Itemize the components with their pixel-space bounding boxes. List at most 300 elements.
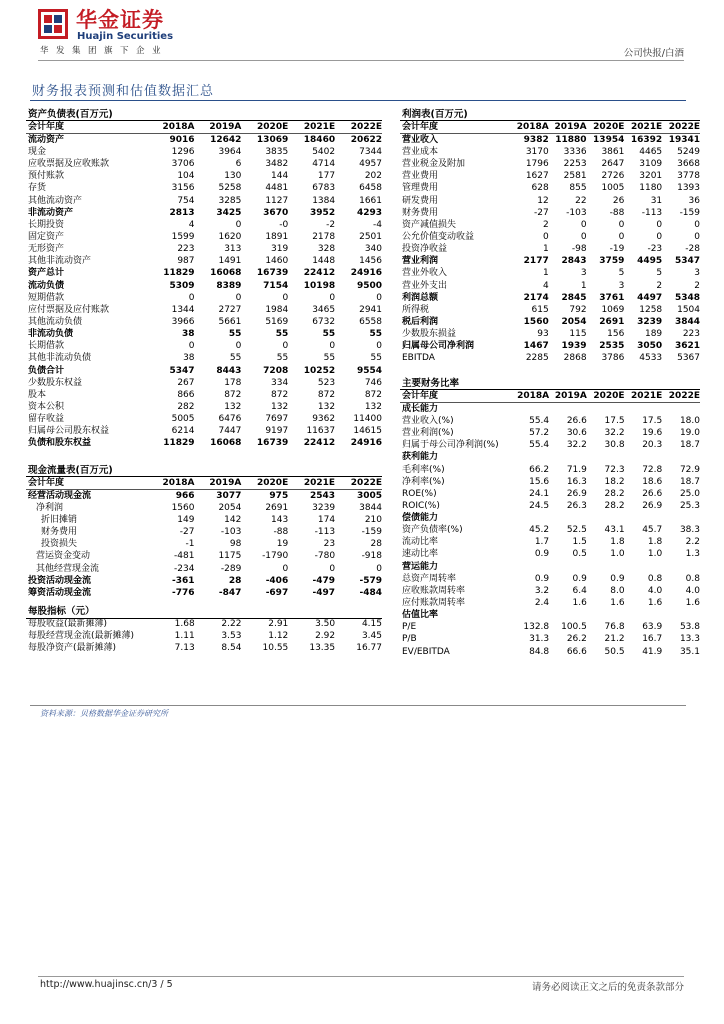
cell-value: 26.2 — [566, 634, 587, 645]
table-row — [400, 610, 700, 622]
cell-value: 178 — [224, 377, 242, 388]
table-row — [26, 316, 382, 328]
cell-value: 30.8 — [604, 440, 625, 451]
table-row — [26, 280, 382, 292]
cell-value: 3964 — [218, 146, 242, 157]
cell-value: 26.3 — [566, 500, 587, 511]
column-header-year: 2021E — [288, 121, 335, 134]
row-label: 经营活动现金流 — [28, 490, 92, 501]
cell-value: -234 — [174, 563, 195, 574]
cell-value: 1467 — [523, 341, 549, 352]
cell-value: 3835 — [265, 146, 289, 157]
cell-value: 754 — [177, 195, 195, 206]
cell-value: 1.6 — [572, 598, 587, 609]
table-row — [400, 561, 700, 573]
row-label: 营业利润 — [402, 256, 439, 267]
cell-value: 3170 — [525, 146, 549, 157]
cell-value: 1.0 — [647, 549, 663, 560]
table-row — [400, 280, 700, 292]
cell-value: 19.6 — [642, 428, 663, 439]
row-label: EBITDA — [402, 353, 435, 364]
cell-value: -697 — [265, 587, 289, 598]
cell-value: 2727 — [218, 304, 242, 315]
table-row — [400, 634, 700, 646]
cell-value: 1599 — [171, 231, 195, 242]
column-header-year: 2021E — [624, 121, 662, 134]
row-label: 获利能力 — [402, 452, 439, 463]
cell-value: 63.9 — [642, 622, 663, 633]
cell-value: 18.2 — [604, 476, 625, 487]
cell-value: -1790 — [262, 551, 289, 562]
cell-value: 5402 — [312, 146, 336, 157]
cell-value: 5367 — [677, 353, 700, 364]
table-row — [400, 341, 700, 353]
footer-disclaimer: 请务必阅读正文之后的免责条款部分 — [531, 982, 684, 993]
row-label: 非流动资产 — [28, 207, 74, 218]
cell-value: 66.2 — [529, 464, 550, 475]
income-statement-table — [400, 108, 700, 365]
cell-value: 57.2 — [529, 428, 550, 439]
table-title: 利润表(百万元) — [400, 108, 700, 121]
cell-value: 8389 — [216, 280, 242, 291]
table-row — [400, 415, 700, 427]
cell-value: 0 — [656, 231, 663, 242]
cell-value: 26 — [612, 195, 625, 206]
cell-value: 1384 — [312, 195, 336, 206]
cell-value: -27 — [179, 527, 195, 538]
cell-value: 13954 — [593, 134, 625, 145]
row-label: 净利率(%) — [402, 476, 445, 487]
cell-value: 2174 — [523, 292, 549, 303]
cash-flow-table — [26, 464, 382, 600]
row-label: 其他经营现金流 — [36, 563, 100, 574]
row-label: 股本 — [28, 389, 47, 400]
table-row — [400, 428, 700, 440]
column-header-year: 2018A — [148, 477, 195, 490]
cell-value: 115 — [569, 329, 587, 340]
cell-value: 2.22 — [221, 619, 242, 630]
cell-value: -2 — [326, 219, 336, 230]
table-row — [400, 244, 700, 256]
cell-value: 177 — [317, 171, 336, 182]
row-label: 总资产周转率 — [402, 573, 457, 584]
row-label: 税后利润 — [402, 316, 439, 327]
cell-value: 2178 — [312, 231, 336, 242]
cell-value: 9500 — [356, 280, 382, 291]
cell-value: 6783 — [312, 183, 336, 194]
cell-value: 3.2 — [534, 585, 550, 596]
cell-value: 4714 — [312, 159, 336, 170]
cell-value: 36 — [688, 195, 700, 206]
row-label: P/B — [402, 634, 417, 645]
cell-value: 0 — [235, 341, 242, 352]
cell-value: 55 — [322, 329, 336, 340]
cell-value: 28.2 — [604, 500, 625, 511]
table-row — [400, 403, 700, 416]
cell-value: 1.3 — [685, 549, 700, 560]
row-label: 投资活动现金流 — [28, 575, 92, 586]
cell-empty — [662, 561, 700, 573]
table-row — [400, 231, 700, 243]
cell-value: 5661 — [218, 316, 242, 327]
cell-value: 1 — [580, 280, 587, 291]
cell-value: 4.0 — [647, 585, 663, 596]
cell-value: 3425 — [216, 207, 242, 218]
cell-value: 45.7 — [642, 525, 663, 536]
cell-empty — [587, 610, 625, 622]
cell-value: 1491 — [218, 256, 242, 267]
cell-value: 55 — [369, 329, 382, 340]
cell-value: 987 — [177, 256, 195, 267]
cell-value: -484 — [359, 587, 382, 598]
cell-value: 0 — [282, 563, 289, 574]
cell-value: 189 — [644, 329, 663, 340]
table-row — [26, 490, 382, 503]
cell-value: 4481 — [265, 183, 289, 194]
cell-value: -28 — [685, 244, 700, 255]
cell-value: 223 — [177, 244, 195, 255]
cell-value: 0 — [580, 231, 587, 242]
cell-value: 9197 — [265, 426, 289, 437]
cell-value: 0.9 — [534, 549, 550, 560]
cell-value: 24.1 — [529, 488, 550, 499]
cell-value: 50.5 — [604, 646, 625, 657]
cell-value: 24.5 — [529, 500, 550, 511]
cell-value: 267 — [177, 377, 195, 388]
cell-value: 0 — [188, 292, 195, 303]
table-row — [26, 643, 382, 655]
row-label: 营运资金变动 — [36, 551, 91, 562]
cell-value: 1 — [543, 244, 549, 255]
cell-value: 2941 — [359, 304, 382, 315]
cell-empty — [662, 513, 700, 525]
cell-value: 174 — [317, 515, 336, 526]
balance-sheet-table — [26, 108, 382, 450]
cell-value: 3668 — [677, 159, 700, 170]
data-source: 资料来源：贝格数据华金证券研究所 — [40, 709, 168, 718]
cell-value: 93 — [537, 329, 549, 340]
table-header-row — [400, 390, 700, 403]
cell-value: 84.8 — [529, 646, 550, 657]
cell-empty — [625, 403, 663, 416]
table-title-row — [400, 108, 700, 121]
cell-value: 8.0 — [610, 585, 625, 596]
cell-value: 328 — [317, 244, 336, 255]
cell-value: 3285 — [218, 195, 242, 206]
table-row — [26, 171, 382, 183]
per-share-table — [26, 605, 382, 655]
cell-value: 3465 — [312, 304, 336, 315]
table-row — [26, 515, 382, 527]
table-row — [400, 500, 700, 512]
cell-value: -103 — [220, 527, 242, 538]
cell-value: -780 — [314, 551, 336, 562]
cell-value: 18.7 — [679, 440, 700, 451]
table-row — [26, 341, 382, 353]
cell-value: 55.4 — [529, 440, 550, 451]
cell-value: 6458 — [359, 183, 382, 194]
cell-value: 16.77 — [356, 643, 382, 654]
cell-value: 72.9 — [679, 464, 700, 475]
cell-value: 6732 — [312, 316, 336, 327]
cell-value: 4957 — [359, 159, 382, 170]
table-row — [26, 256, 382, 268]
cell-value: 11400 — [353, 414, 382, 425]
cell-value: 9382 — [523, 134, 549, 145]
table-header-row — [26, 477, 382, 490]
cell-value: 5249 — [677, 146, 700, 157]
table-row — [400, 159, 700, 171]
cell-value: 0 — [282, 292, 289, 303]
table-title: 每股指标（元） — [26, 605, 382, 618]
row-label: 营业利润(%) — [402, 428, 454, 439]
cell-value: 1.68 — [174, 619, 195, 630]
footer-divider — [38, 976, 684, 977]
table-row — [26, 377, 382, 389]
cell-value: 2.92 — [315, 631, 336, 642]
column-header-year: 2020E — [241, 477, 288, 490]
cell-value: 45.2 — [529, 525, 550, 536]
cell-value: 1 — [543, 268, 549, 279]
cell-value: 10.55 — [262, 643, 289, 654]
cell-empty — [587, 561, 625, 573]
cell-value: 2285 — [525, 353, 549, 364]
cell-value: 21.2 — [604, 634, 625, 645]
cell-value: 1939 — [561, 341, 587, 352]
cell-value: 76.8 — [604, 622, 625, 633]
cell-value: 6.4 — [572, 585, 587, 596]
row-label: 预付账款 — [28, 171, 65, 182]
table-row — [400, 513, 700, 525]
table-row — [400, 134, 700, 147]
cell-value: 340 — [364, 244, 382, 255]
cell-value: 1.6 — [610, 598, 625, 609]
cell-value: 14615 — [353, 426, 382, 437]
table-row — [400, 353, 700, 365]
cell-value: 22412 — [303, 268, 336, 279]
footer-url-page: http://www.huajinsc.cn/3 / 5 — [40, 979, 173, 990]
cell-value: 2177 — [523, 256, 549, 267]
cell-value: 975 — [269, 490, 289, 501]
cell-value: 0 — [235, 219, 242, 230]
row-label: 流动负债 — [28, 280, 65, 291]
table-row — [400, 195, 700, 207]
cell-value: 5309 — [169, 280, 195, 291]
row-label: 存货 — [28, 183, 47, 194]
cell-value: 2691 — [599, 316, 625, 327]
column-header-year: 2018A — [511, 390, 549, 403]
cell-value: 2054 — [561, 316, 587, 327]
cell-value: 11829 — [163, 438, 195, 449]
column-header-year: 2022E — [335, 121, 382, 134]
cell-value: 9554 — [356, 365, 382, 376]
table-row — [26, 502, 382, 514]
cell-value: 319 — [271, 244, 289, 255]
cell-value: 1891 — [265, 231, 289, 242]
cell-value: 0 — [656, 219, 663, 230]
cell-value: 872 — [224, 389, 242, 400]
row-label: 归属母公司股东权益 — [28, 426, 110, 437]
row-label: 偿债能力 — [402, 513, 439, 524]
row-label: 投资损失 — [41, 539, 78, 550]
cell-value: -406 — [265, 575, 289, 586]
row-label: 管理费用 — [402, 183, 439, 194]
column-header-year: 2022E — [662, 121, 700, 134]
cell-value: 2.91 — [268, 619, 289, 630]
cell-value: 17.5 — [604, 415, 625, 426]
row-label: 营业成本 — [402, 146, 439, 157]
cell-value: 0 — [694, 219, 700, 230]
column-header-label: 会计年度 — [400, 121, 511, 134]
table-row — [26, 631, 382, 643]
row-label: 流动资产 — [28, 134, 65, 145]
row-label: 应收票据及应收账款 — [28, 159, 110, 170]
cell-value: 30.6 — [566, 428, 587, 439]
cell-value: 149 — [177, 515, 195, 526]
cell-value: 11829 — [163, 268, 195, 279]
cell-value: 3670 — [263, 207, 289, 218]
row-label: 营运能力 — [402, 561, 439, 572]
cell-value: 6214 — [171, 426, 195, 437]
cell-value: 7208 — [263, 365, 289, 376]
cell-value: 26.6 — [642, 488, 663, 499]
cell-value: 202 — [364, 171, 382, 182]
cell-value: 26.9 — [566, 488, 587, 499]
cell-value: 3 — [694, 268, 700, 279]
table-row — [400, 440, 700, 452]
row-label: 归属母公司净利润 — [402, 341, 475, 352]
cell-value: 1560 — [171, 502, 195, 513]
cell-value: 5348 — [674, 292, 700, 303]
table-row — [400, 464, 700, 476]
cell-value: -23 — [647, 244, 663, 255]
table-row — [26, 329, 382, 341]
cell-value: 313 — [224, 244, 242, 255]
cell-value: 3077 — [216, 490, 242, 501]
table-row — [400, 573, 700, 585]
cell-empty — [549, 513, 587, 525]
cell-empty — [549, 403, 587, 416]
cell-value: 18.6 — [642, 476, 663, 487]
cell-value: 22412 — [303, 438, 336, 449]
cell-value: 2.2 — [685, 537, 700, 548]
table-title: 现金流量表(百万元) — [26, 464, 382, 477]
cell-value: 55 — [228, 329, 242, 340]
row-label: 短期借款 — [28, 292, 65, 303]
cell-value: 334 — [271, 377, 289, 388]
cell-value: -103 — [566, 207, 587, 218]
row-label: 利润总额 — [402, 292, 439, 303]
cell-value: 25.0 — [679, 488, 700, 499]
cell-value: -497 — [312, 587, 336, 598]
row-label: 营业收入 — [402, 134, 439, 145]
cell-value: 55 — [275, 329, 289, 340]
cell-value: 55.4 — [529, 415, 550, 426]
cell-value: 0 — [543, 231, 549, 242]
cell-value: 1448 — [312, 256, 336, 267]
cell-value: 0 — [376, 292, 382, 303]
cell-value: -1 — [185, 539, 195, 550]
cell-value: 3966 — [171, 316, 195, 327]
cell-value: 0.9 — [572, 573, 587, 584]
cell-value: 5347 — [169, 365, 195, 376]
cell-value: 966 — [175, 490, 195, 501]
cell-value: 9016 — [169, 134, 195, 145]
cell-value: 10198 — [303, 280, 336, 291]
table-row — [400, 585, 700, 597]
cell-value: 17.5 — [642, 415, 663, 426]
cell-empty — [549, 452, 587, 464]
cell-value: 1661 — [359, 195, 382, 206]
cell-value: 7344 — [359, 146, 382, 157]
cell-value: 35.1 — [679, 646, 700, 657]
cell-value: 3786 — [601, 353, 625, 364]
cell-value: 3.45 — [361, 631, 382, 642]
column-header-year: 2020E — [587, 121, 625, 134]
row-label: 长期借款 — [28, 341, 65, 352]
cell-empty — [511, 610, 549, 622]
cell-value: 3482 — [265, 159, 289, 170]
column-header-year: 2018A — [511, 121, 549, 134]
cell-value: 53.8 — [679, 622, 700, 633]
cell-value: 866 — [177, 389, 195, 400]
cell-value: 0 — [235, 292, 242, 303]
row-label: ROIC(%) — [402, 500, 440, 511]
cell-value: 20.3 — [642, 440, 663, 451]
table-row — [400, 171, 700, 183]
column-header-year: 2021E — [288, 477, 335, 490]
row-label: 非流动负债 — [28, 329, 74, 340]
cell-value: 1.8 — [610, 537, 625, 548]
cell-value: 1456 — [359, 256, 382, 267]
table-row — [26, 414, 382, 426]
cell-value: 1796 — [525, 159, 549, 170]
table-title-row — [26, 464, 382, 477]
cell-value: 0 — [329, 341, 336, 352]
cell-value: -847 — [218, 587, 242, 598]
cell-value: 2253 — [563, 159, 587, 170]
cell-value: 3844 — [359, 502, 382, 513]
cell-value: 4497 — [637, 292, 663, 303]
cell-value: 0 — [376, 341, 382, 352]
table-row — [26, 292, 382, 304]
cell-value: 1393 — [677, 183, 700, 194]
cell-value: -113 — [314, 527, 336, 538]
cell-value: 3778 — [677, 171, 700, 182]
table-row — [400, 452, 700, 464]
cell-value: 55 — [323, 353, 336, 364]
row-label: 成长能力 — [402, 403, 439, 414]
row-label: 折旧摊销 — [41, 515, 78, 526]
table-row — [400, 219, 700, 231]
cell-value: 1460 — [265, 256, 289, 267]
cell-value: 38 — [183, 353, 195, 364]
cell-value: -479 — [312, 575, 336, 586]
cell-value: -98 — [571, 244, 587, 255]
cell-value: 3759 — [599, 256, 625, 267]
cell-value: 223 — [682, 329, 700, 340]
page-header — [0, 0, 724, 70]
table-row — [400, 304, 700, 316]
cell-value: 19341 — [668, 134, 700, 145]
row-label: 营业费用 — [402, 171, 439, 182]
cell-value: 2 — [656, 280, 663, 291]
cell-value: 132 — [271, 401, 289, 412]
cell-value: -4 — [373, 219, 382, 230]
cell-value: 0 — [282, 341, 289, 352]
cell-value: 15.6 — [529, 476, 550, 487]
cell-value: 1620 — [218, 231, 242, 242]
